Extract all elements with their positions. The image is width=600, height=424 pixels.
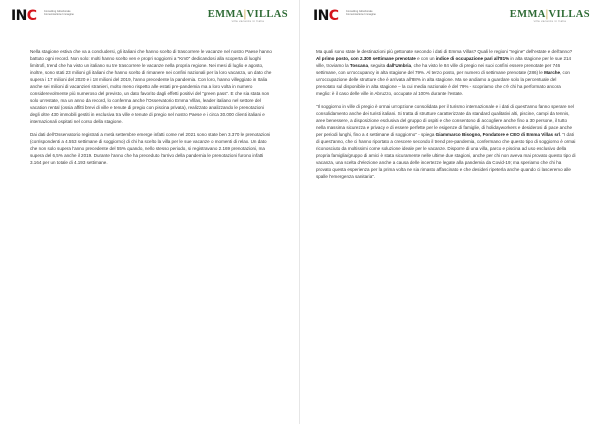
text-run: e con un xyxy=(415,55,436,61)
page-left xyxy=(0,0,298,424)
text-run: . "I dati di quest'anno, che ci hanno riportato a crescere secondo il trend pre-pandemia, confermano che questo tipo di soggiorno è ormai riconosciuto da moltissimi come soluzione ideale per le vacanze. Disporre di una villa, parco e piscina ad uso esclusivo della propria famiglia/gruppo di amici è stata sicuramente nelle ultime due stagioni, anche per chi non aveva mai provato questo tipo di vacanza, una scelta d'elezione anche a causa delle incertezze legate alla pandemia da Covid-19; ma speriamo che chi ha provato questa esperienza per la prima volta ne sia rimasto affascinato e che desideri ripeterla anche quando ci lasceremo alle spalle l'emergenza sanitaria". xyxy=(316,131,576,179)
text-run: , seguita xyxy=(368,62,387,68)
emma-villas-tagline: villa vacanze in Italia xyxy=(231,19,265,23)
page-right xyxy=(302,0,600,424)
emma-villas-tagline: villa vacanze in Italia xyxy=(533,19,567,23)
bold-text-run: Giammarco Bisogno, Fondatore e CEO di Emma Villas srl xyxy=(435,131,560,137)
text-run: Ma quali sono state le destinazioni più gettonate secondo i dati di Emma Villas? Quali le regioni "regine" dell'estate e dell'anno? xyxy=(316,49,573,54)
body-text xyxy=(30,49,274,173)
page-divider xyxy=(299,0,300,424)
inc-logo-tagline: Consulting Istituzionale Comunicazione Immagine xyxy=(345,10,376,17)
inc-logo-mark: INC xyxy=(11,8,37,24)
text-run: in alta stagione per le sue 214 ville, troviamo la xyxy=(316,55,572,68)
inc-logo-tagline: Consulting Istituzionale Comunicazione Immagine xyxy=(43,10,74,17)
paragraph xyxy=(30,132,274,167)
paragraph xyxy=(30,49,274,125)
inc-logo-mark: INC xyxy=(313,8,339,24)
emma-villas-logo xyxy=(208,9,288,23)
text-run: "Il soggiorno in ville di pregio è ormai un'opzione consolidata per il turismo internazionale e i dati di quest'anno fanno sperare nel consolidamento anche dei turisti italiani. Si tratta di strutture caratterizzate da standard qualitativi alti, piscine, campi da tennis, aree benessere, a disposizione esclusiva del gruppo di ospiti e che consentono di accogliere anche fino a 30 persone, il tutto nella massima sicurezza e privacy e di essere perfette per le esigenze di famiglie, di holidayworkers e desiderosi di pace anche per periodi lunghi, fino a 4 settimane di soggiorno" - spiega xyxy=(316,104,574,137)
body-text xyxy=(316,49,576,187)
text-run: , con un'occupazione delle strutture che è arrivata all'88% in alta stagione. Ma se andiamo a guardare solo la percentuale del prenotato sul disponibile in alta stagione – la cui media nazionale è del 79% - scopriamo che c'è chi ha performato ancora meglio: è il caso delle ville in Abruzzo, occupate al 100% durante l'estate. xyxy=(316,69,570,96)
paragraph xyxy=(316,104,576,180)
inc-logo xyxy=(11,9,78,23)
text-run: Nella stagione estiva che va a concludersi, gli italiani che hanno scelto di trascorrere le vacanze nel nostro Paese hanno battuto ogni record. Non solo: molti hanno scelto ven e propri soggiorni a "Km0" dedicandosi alla scoperta di luoghi limitrofi, trend che ha visto un italiano su tre trascorrere le vacanze nella propria regione. Nei mesi di luglio e agosto, inoltre, sono stati 23 milioni gli italiani che hanno scelto di rimanere nei confini nazionali per la loro vacanza, un dato che supera i 17 milioni del 2020 e i 18 milioni del 2019, l'anno precedente la pandemia. Con loro, hanno villeggiato in Italia anche sei milioni di vacanzieri stranieri, molto meno rispetto alle estati pre-pandemia ma a loro volta in numero considerevolmente più numeroso del previsto, un dato favorito dagli effetti positivi del "green pass". E che sia stata non solo un'estate, ma un anno da record, lo conferma anche l'Osservatorio Emma Villas, leader italiano nel settore del vacation rental (ossia affitti brevi di ville e tenute di pregio con piscina privata), realizzato analizzando le prenotazioni degli oltre 430 immobili gestiti in esclusiva tra ville e tenute di pregio nel nostro Paese e i circa 30.000 clienti italiani e internazionali ospitati nel corso della stagione. xyxy=(30,49,272,124)
bold-text-run: Toscana xyxy=(349,62,368,68)
emma-villas-wordmark: EMMA|VILLAS xyxy=(207,9,288,20)
inc-logo xyxy=(313,9,380,23)
emma-villas-logo xyxy=(510,9,590,23)
bold-text-run: indice di occupazione pari all'81% xyxy=(435,55,510,61)
bold-text-run: dall'Umbria xyxy=(386,62,412,68)
paragraph xyxy=(316,49,576,98)
bold-text-run: Al primo posto, con 2.300 settimane prenotate xyxy=(316,55,416,61)
emma-villas-wordmark: EMMA|VILLAS xyxy=(509,9,590,20)
text-run: Dai dati dell'Osservatorio registrati a metà settembre emerge infatti come nel 2021 sono state ben 3.370 le prenotazioni (corrispondenti a 4.553 settimane di soggiorno) di chi ha scelto la villa per le sue vacanze o momenti di relax. Un dato che non solo supera l'anno precedente del 55% quando, nello stesso periodo, si registravano 2.169 prenotazioni, ma supera del 6,5% anche il 2019. Durante l'anno che ha preceduto l'arrivo della pandemia le prenotazioni furono infatti 3.164 per un totale di 4.193 settimane. xyxy=(30,131,271,165)
text-run: , che ha visto le 84 ville di pregio nei suoi confini essere prenotate per 746 settimane, con un'occupancy in alta stagione del 79%. Al terzo posto, per numero di settimane prenotate (286) le xyxy=(316,62,561,75)
bold-text-run: Marche xyxy=(544,69,561,75)
